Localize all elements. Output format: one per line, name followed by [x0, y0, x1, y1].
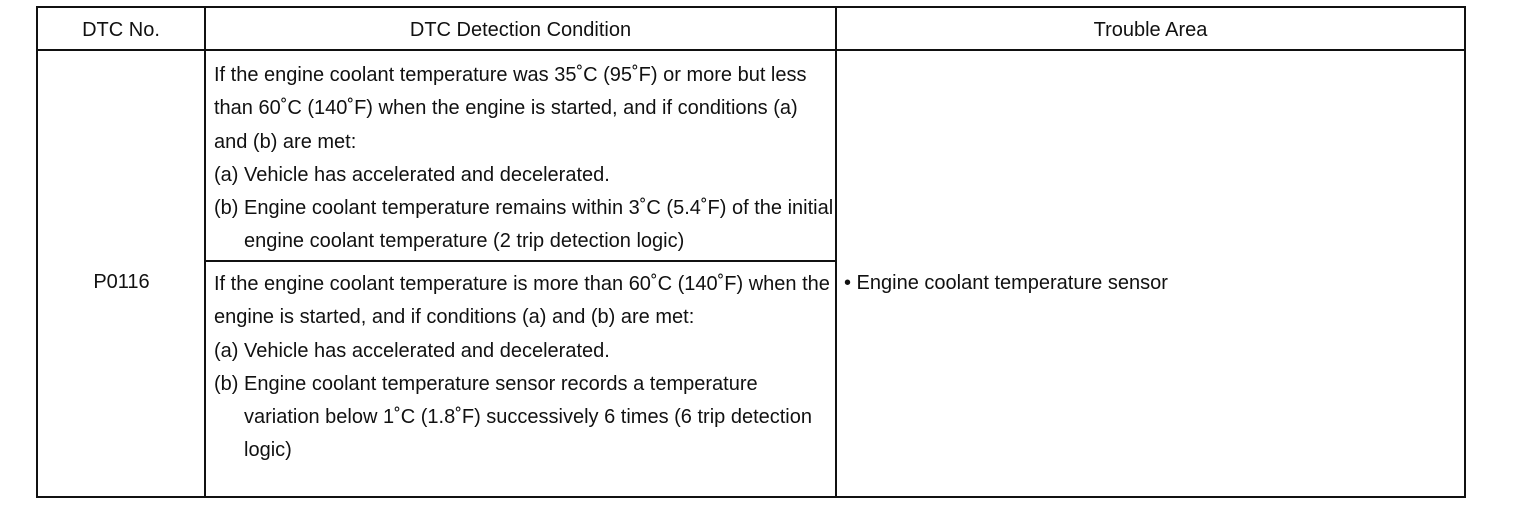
condition-2-intro: If the engine coolant temperature is more than 60˚C (140˚F) when the engine is started, and if conditions (a) and (b) are met: [214, 273, 830, 329]
condition-1-intro: If the engine coolant temperature was 35˚C (95˚F) or more but less than 60˚C (140˚F) when the engine is started, and if conditions (a) and (b) are met: [214, 64, 807, 153]
condition-block-2 [214, 268, 834, 468]
header-dtc-no: DTC No. [82, 19, 160, 41]
header-trouble-area: Trouble Area [1093, 19, 1208, 41]
condition-2-item-b [214, 368, 834, 468]
condition-1-item-a [214, 159, 834, 192]
column-divider-1 [204, 8, 206, 496]
condition-block-1 [214, 59, 834, 259]
dtc-code: P0116 [93, 271, 150, 293]
item-text: Vehicle has accelerated and decelerated. [244, 163, 610, 186]
condition-divider [204, 260, 837, 262]
item-text: Vehicle has accelerated and decelerated. [244, 339, 610, 362]
dtc-table [36, 6, 1466, 498]
item-label: (b) [214, 197, 239, 220]
item-label: (b) [214, 372, 239, 395]
column-divider-2 [835, 8, 837, 496]
trouble-area-item: • Engine coolant temperature sensor [844, 272, 1168, 294]
item-text: Engine coolant temperature sensor records a temperature variation below 1˚C (1.8˚F) successively 6 times (6 trip detection logic) [244, 372, 812, 462]
condition-2-item-a [214, 335, 834, 368]
condition-1-item-b [214, 192, 834, 259]
item-text: Engine coolant temperature remains within 3˚C (5.4˚F) of the initial engine coolant temperature (2 trip detection logic) [244, 197, 834, 253]
item-label: (a) [214, 163, 239, 186]
item-label: (a) [214, 339, 239, 362]
header-detection-condition: DTC Detection Condition [409, 19, 632, 41]
